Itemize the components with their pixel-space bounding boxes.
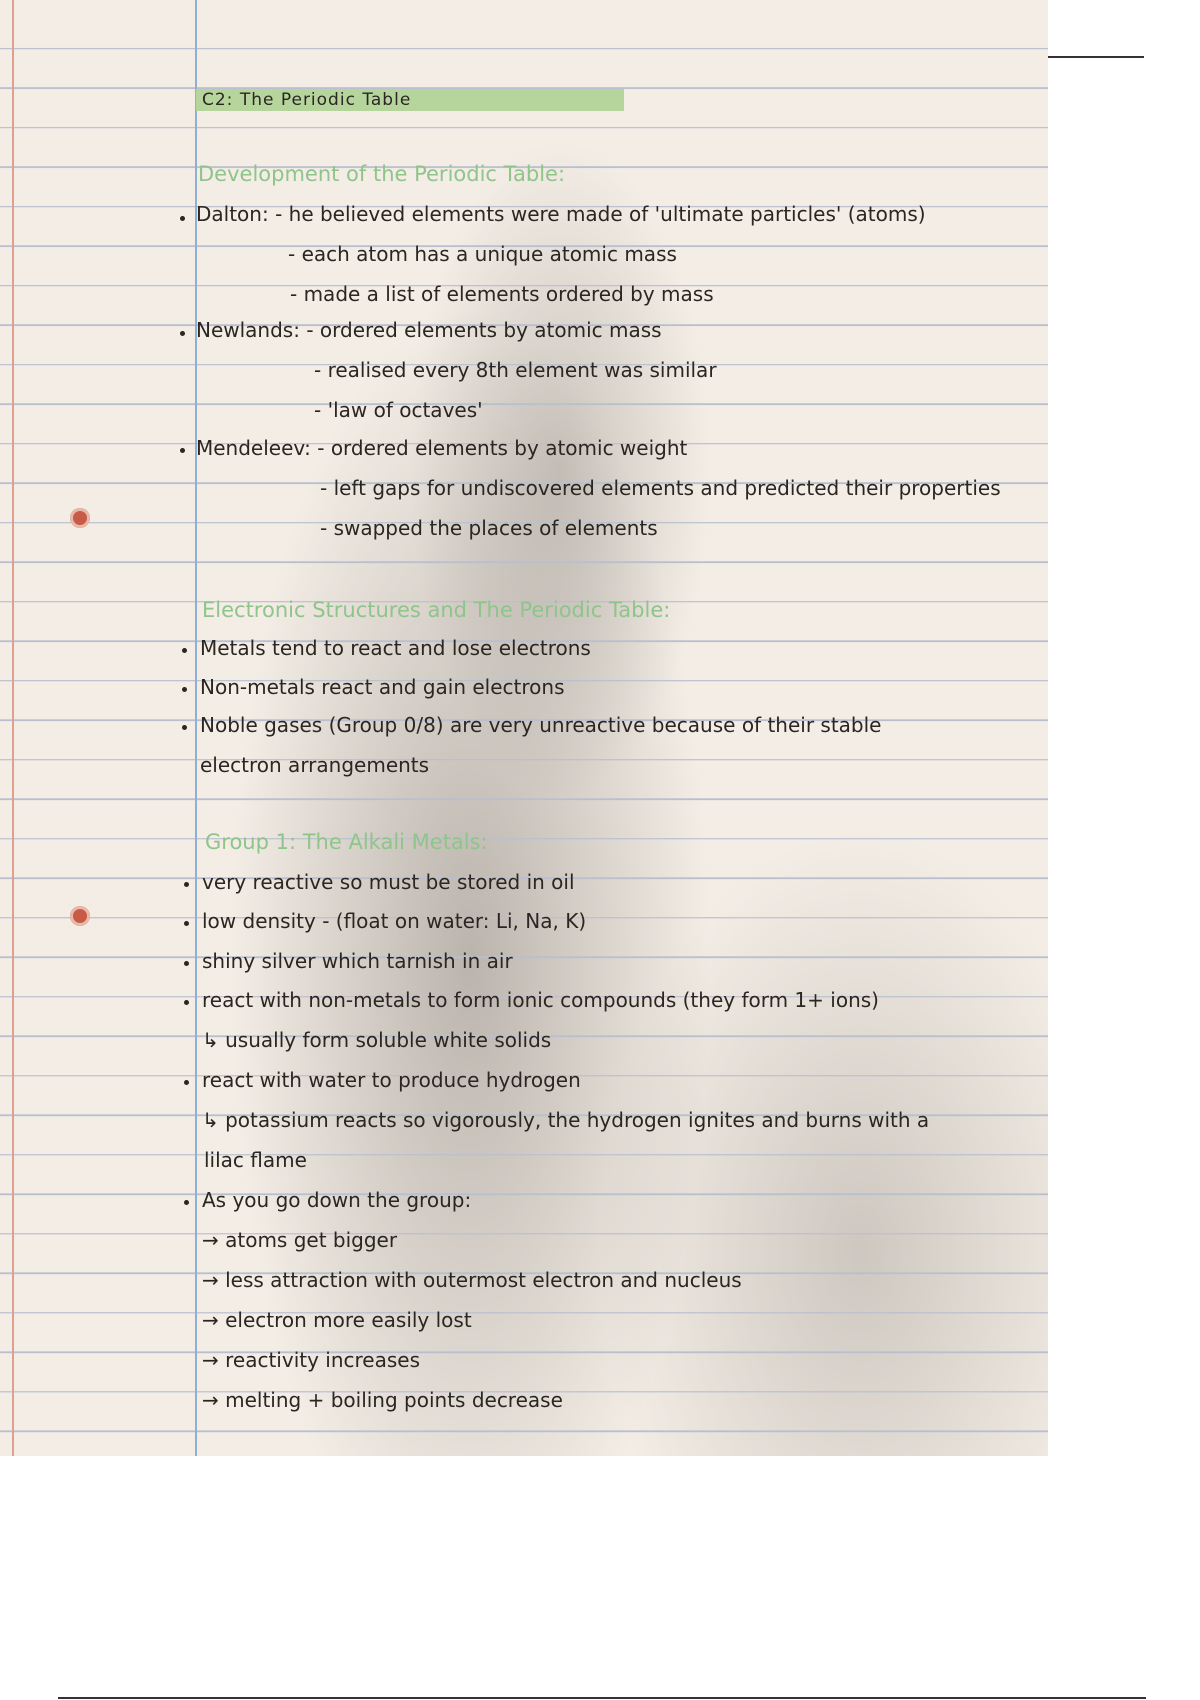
note-line: Dalton: - he believed elements were made of 'ultimate particles' (atoms) <box>196 202 926 226</box>
note-line: very reactive so must be stored in oil <box>202 870 575 894</box>
sticker-dot <box>70 508 90 528</box>
note-line: - each atom has a unique atomic mass <box>288 242 677 266</box>
bullet <box>180 216 185 221</box>
section-heading-development: Development of the Periodic Table: <box>198 162 566 186</box>
bullet <box>182 648 187 653</box>
bullet <box>184 1080 189 1085</box>
note-line: Noble gases (Group 0/8) are very unreactive because of their stable <box>200 713 882 737</box>
note-line: - made a list of elements ordered by mass <box>290 282 714 306</box>
note-line: - swapped the places of elements <box>320 516 658 540</box>
section-heading-electronic-structures: Electronic Structures and The Periodic Table: <box>202 598 671 622</box>
bullet <box>182 725 187 730</box>
bullet <box>182 687 187 692</box>
note-line: low density - (float on water: Li, Na, K) <box>202 909 587 933</box>
note-line: Mendeleev: - ordered elements by atomic weight <box>196 436 688 460</box>
note-line: Newlands: - ordered elements by atomic mass <box>196 318 662 342</box>
section-heading-alkali-metals: Group 1: The Alkali Metals: <box>205 830 488 854</box>
note-line: react with water to produce hydrogen <box>202 1068 581 1092</box>
top-rule-line <box>1048 56 1144 58</box>
bullet <box>184 961 189 966</box>
bullet <box>184 921 189 926</box>
note-line: Non-metals react and gain electrons <box>200 675 565 699</box>
bullet <box>184 1200 189 1205</box>
note-line: shiny silver which tarnish in air <box>202 949 513 973</box>
note-line: react with non-metals to form ionic compounds (they form 1+ ions) <box>202 988 879 1012</box>
note-line: → reactivity increases <box>202 1348 420 1372</box>
sticker-dot <box>70 906 90 926</box>
page-title: C2: The Periodic Table <box>202 90 412 110</box>
bullet <box>184 882 189 887</box>
note-line: Metals tend to react and lose electrons <box>200 636 591 660</box>
note-line: ↳ usually form soluble white solids <box>202 1028 552 1052</box>
note-line: - left gaps for undiscovered elements and predicted their properties <box>320 476 1001 500</box>
bullet <box>184 1000 189 1005</box>
note-line: lilac flame <box>204 1148 307 1172</box>
note-line: - 'law of octaves' <box>314 398 483 422</box>
note-line: → melting + boiling points decrease <box>202 1388 563 1412</box>
note-line: → atoms get bigger <box>202 1228 398 1252</box>
note-line: → electron more easily lost <box>202 1308 472 1332</box>
note-line: ↳ potassium reacts so vigorously, the hydrogen ignites and burns with a <box>202 1108 930 1132</box>
note-line: → less attraction with outermost electron and nucleus <box>202 1268 742 1292</box>
note-line: As you go down the group: <box>202 1188 472 1212</box>
note-line: electron arrangements <box>200 753 430 777</box>
bullet <box>180 331 185 336</box>
note-line: - realised every 8th element was similar <box>314 358 717 382</box>
bottom-rule-line <box>58 1697 1146 1699</box>
left-margin-line <box>12 0 14 1456</box>
bullet <box>180 448 185 453</box>
